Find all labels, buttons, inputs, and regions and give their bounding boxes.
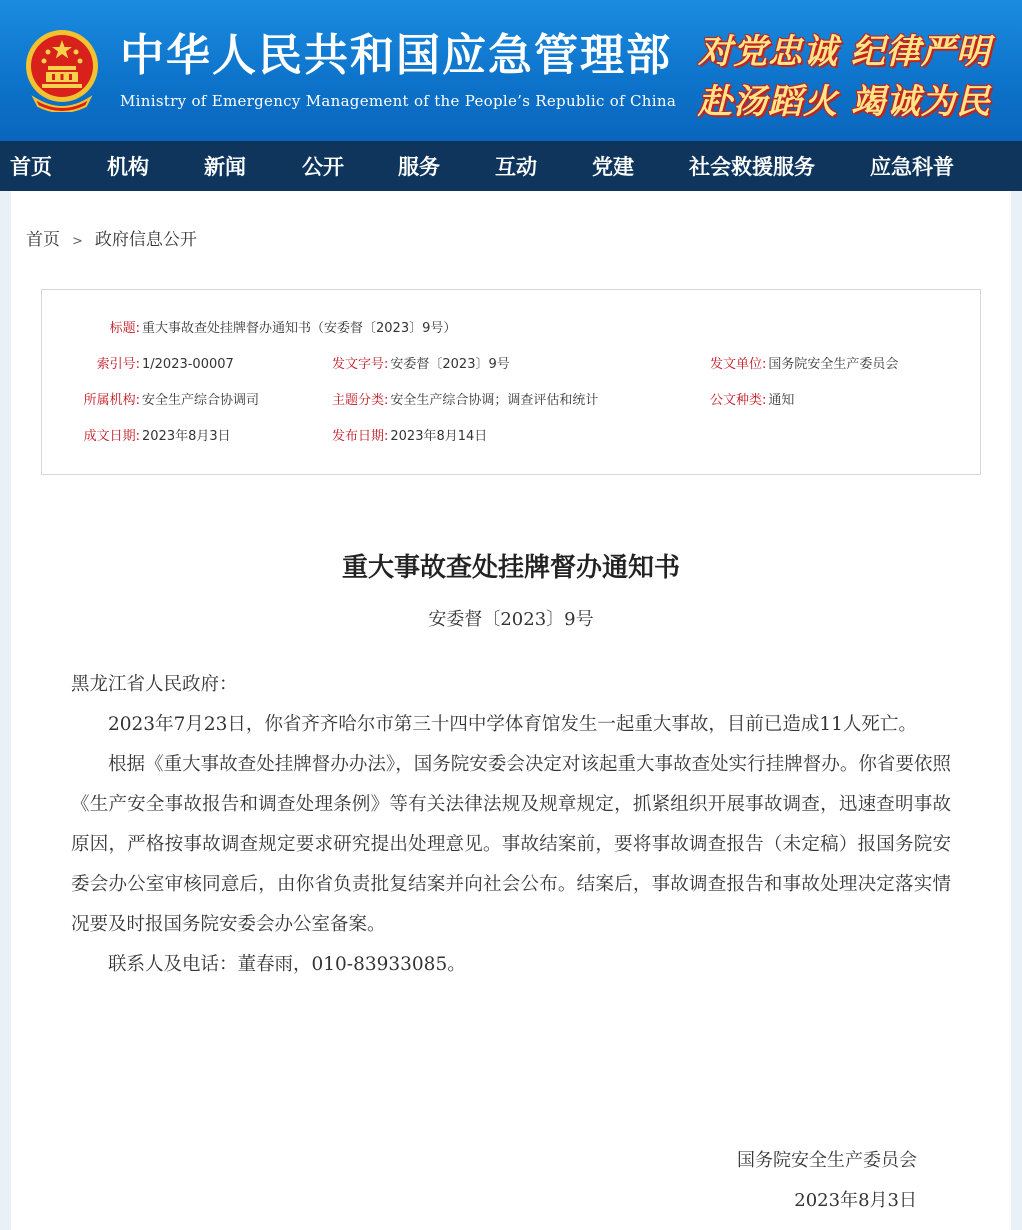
meta-published-date-value: 2023年8月14日 [390,429,488,444]
document-body [71,665,951,985]
breadcrumb-current[interactable]: 政府信息公开 [94,230,197,250]
meta-title [70,320,456,338]
nav-item-interaction[interactable]: 互动 [495,155,537,179]
nav-item-rescue-services[interactable]: 社会救援服务 [689,155,815,179]
document-number: 安委督〔2023〕9号 [428,609,594,630]
meta-topic-label: 主题分类: [332,393,389,408]
breadcrumb [26,225,197,250]
meta-type [710,392,794,410]
meta-organization-value: 安全生产综合协调司 [142,393,260,408]
main-content [11,191,1011,1230]
main-nav [0,141,1022,191]
meta-issuer [710,356,898,374]
meta-title-label: 标题: [109,321,140,336]
nav-item-science[interactable]: 应急科普 [870,155,954,179]
meta-type-value: 通知 [768,393,795,408]
meta-type-label: 公文种类: [710,393,767,408]
meta-created-date [70,428,231,446]
slogan-line-1: 对党忠诚 纪律严明 [698,32,991,72]
paragraph: 2023年7月23日，你省齐齐哈尔市第三十四中学体育馆发生一起重大事故，目前已造成11人死亡。 [108,714,917,735]
meta-topic-value: 安全生产综合协调；调查评估和统计 [390,393,599,408]
meta-topic [332,392,598,410]
meta-index [70,356,234,374]
breadcrumb-home[interactable]: 首页 [26,230,60,250]
national-emblem-icon[interactable] [24,26,100,112]
meta-organization [70,392,259,410]
contact-paragraph: 联系人及电话：董春雨，010-83933085。 [108,954,466,975]
site-header [0,0,1022,141]
meta-created-date-label: 成文日期: [83,429,140,444]
meta-doc-number [332,356,510,374]
document-title: 重大事故查处挂牌督办通知书 [341,553,680,583]
meta-index-value: 1/2023-00007 [142,357,234,372]
meta-index-label: 索引号: [96,357,140,372]
meta-published-date-label: 发布日期: [332,429,389,444]
salutation: 黑龙江省人民政府： [71,674,238,695]
meta-created-date-value: 2023年8月3日 [142,429,231,444]
document-metadata-panel [41,289,981,475]
meta-organization-label: 所属机构: [83,393,140,408]
slogan-line-2: 赴汤蹈火 竭诚为民 [698,82,991,122]
meta-doc-number-value: 安委督〔2023〕9号 [390,357,510,372]
site-subtitle: Ministry of Emergency Management of the People’s Republic of China [120,92,677,110]
breadcrumb-separator: > [72,234,83,249]
meta-published-date [332,428,487,446]
site-title[interactable]: 中华人民共和国应急管理部 [120,30,672,81]
nav-item-home[interactable]: 首页 [10,155,52,179]
meta-issuer-label: 发文单位: [710,357,767,372]
nav-item-organization[interactable]: 机构 [107,155,149,179]
nav-item-news[interactable]: 新闻 [204,155,246,179]
nav-item-public[interactable]: 公开 [302,155,344,179]
meta-doc-number-label: 发文字号: [332,357,389,372]
meta-title-value: 重大事故查处挂牌督办通知书（安委督〔2023〕9号） [142,321,457,336]
meta-issuer-value: 国务院安全生产委员会 [768,357,899,372]
signature-organization: 国务院安全生产委员会 [737,1150,917,1171]
paragraph: 根据《重大事故查处挂牌督办办法》，国务院安委会决定对该起重大事故查处实行挂牌督办。你省要依照《生产安全事故报告和调查处理条例》等有关法律法规及规章规定，抓紧组织开展事故调查，迅速查明事故原因，严格按事故调查规定要求研究提出处理意见。事故结案前，要将事故调查报告（未定稿）报国务院安委会办公室审核同意后，由你省负责批复结案并向社会公布。结案后，事故调查报告和事故处理决定落实情况要及时报国务院安委会办公室备案。 [71,754,951,935]
nav-item-party[interactable]: 党建 [592,155,634,179]
signature-date: 2023年8月3日 [794,1190,917,1211]
nav-item-services[interactable]: 服务 [398,155,440,179]
